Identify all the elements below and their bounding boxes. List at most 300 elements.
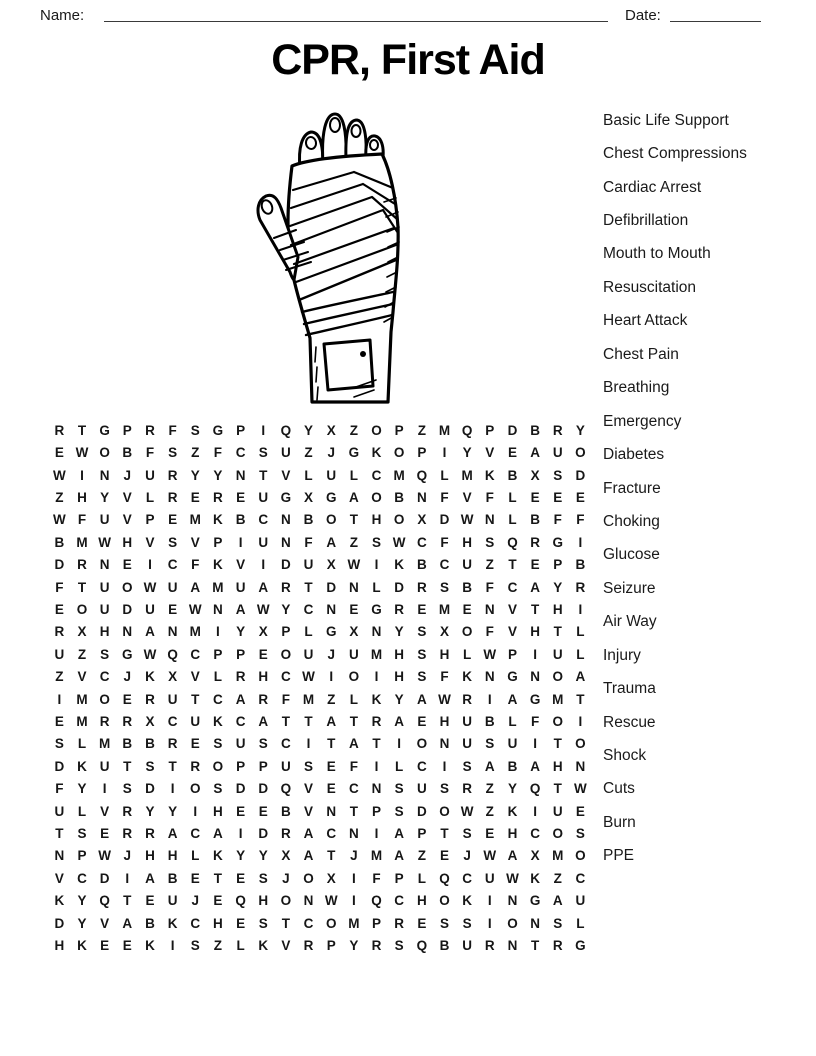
grid-cell: V [236, 557, 246, 573]
grid-cell: A [530, 579, 540, 595]
grid-cell: R [145, 691, 155, 707]
grid-cell: W [256, 601, 270, 617]
grid-cell: W [483, 646, 497, 662]
grid-cell: W [302, 669, 315, 685]
grid-cell: S [122, 781, 132, 797]
grid-cell: E [485, 826, 495, 842]
grid-cell: W [52, 512, 66, 528]
grid-cell: L [508, 713, 517, 729]
grid-cell: I [125, 870, 130, 886]
grid-cell: R [484, 938, 495, 954]
grid-cell: U [99, 758, 110, 774]
grid-cell: U [167, 691, 178, 707]
grid-cell: N [416, 489, 427, 505]
grid-cell: P [236, 422, 246, 438]
grid-cell: T [440, 826, 449, 842]
grid-cell: S [190, 422, 200, 438]
grid-cell: F [530, 713, 540, 729]
grid-cell: O [122, 579, 133, 595]
grid-cell: K [145, 938, 155, 954]
grid-cell: V [462, 489, 472, 505]
grid-cell: S [439, 915, 449, 931]
word-item: Air Way [603, 613, 657, 631]
grid-cell: R [167, 489, 178, 505]
grid-cell: W [143, 646, 157, 662]
grid-cell: Y [507, 781, 517, 797]
grid-cell: X [77, 624, 87, 640]
grid-cell: M [348, 915, 360, 931]
grid-cell: R [371, 938, 382, 954]
grid-cell: C [303, 601, 314, 617]
grid-cell: B [462, 579, 473, 595]
grid-cell: H [552, 758, 563, 774]
grid-cell: U [416, 781, 427, 797]
grid-cell: O [393, 445, 405, 461]
grid-cell: C [348, 781, 359, 797]
word-item: Mouth to Mouth [603, 245, 711, 263]
name-label: Name: [40, 7, 85, 24]
grid-cell: C [190, 915, 201, 931]
grid-cell: T [508, 557, 517, 573]
grid-cell: C [371, 467, 382, 483]
grid-cell: I [374, 669, 379, 685]
grid-cell: S [258, 870, 268, 886]
grid-cell: F [372, 870, 381, 886]
grid-cell: S [213, 736, 223, 752]
grid-cell: A [190, 579, 201, 595]
grid-cell: V [190, 669, 200, 685]
grid-cell: G [122, 646, 133, 662]
grid-cell: D [507, 422, 518, 438]
grid-cell: A [416, 691, 427, 707]
grid-cell: N [167, 624, 178, 640]
grid-cell: M [76, 713, 88, 729]
grid-cell: R [394, 601, 405, 617]
grid-cell: O [280, 646, 292, 662]
grid-cell: I [170, 781, 175, 797]
grid-cell: L [576, 624, 585, 640]
grid-cell: C [190, 646, 201, 662]
grid-cell: A [326, 713, 337, 729]
grid-cell: B [54, 534, 65, 550]
grid-cell: P [326, 938, 336, 954]
grid-cell: H [258, 669, 269, 685]
grid-cell: R [122, 826, 133, 842]
grid-cell: U [99, 601, 110, 617]
grid-cell: A [552, 893, 563, 909]
grid-cell: R [371, 713, 382, 729]
grid-cell: Z [327, 691, 336, 707]
grid-cell: K [462, 669, 473, 685]
grid-cell: Q [416, 467, 428, 483]
grid-cell: E [236, 803, 246, 819]
grid-cell: I [57, 691, 62, 707]
grid-cell: J [327, 445, 335, 461]
grid-cell: Y [145, 803, 155, 819]
grid-cell: T [327, 736, 336, 752]
grid-cell: T [281, 915, 291, 931]
grid-cell: W [460, 512, 474, 528]
grid-cell: E [417, 915, 427, 931]
word-item: Shock [603, 747, 647, 765]
grid-cell: X [349, 624, 359, 640]
grid-cell: Y [236, 848, 246, 864]
grid-cell: B [145, 915, 155, 931]
grid-cell: S [462, 758, 472, 774]
grid-cell: M [370, 646, 383, 662]
grid-cell: O [575, 445, 586, 461]
grid-cell: E [122, 938, 132, 954]
grid-cell: Y [77, 781, 87, 797]
grid-cell: G [280, 489, 292, 505]
grid-cell: X [417, 512, 427, 528]
grid-cell: G [529, 691, 541, 707]
word-item: Seizure [603, 579, 656, 597]
grid-cell: I [487, 893, 492, 909]
word-item: PPE [603, 847, 635, 865]
grid-cell: W [324, 893, 338, 909]
grid-cell: V [100, 915, 110, 931]
grid-cell: W [392, 534, 406, 550]
grid-cell: E [575, 803, 585, 819]
grid-cell: Q [529, 781, 541, 797]
grid-cell: D [258, 826, 269, 842]
grid-cell: Y [100, 489, 110, 505]
grid-cell: U [145, 601, 155, 617]
grid-cell: M [189, 512, 201, 528]
grid-cell: W [483, 848, 497, 864]
grid-cell: S [145, 758, 155, 774]
grid-cell: O [575, 736, 586, 752]
grid-cell: J [282, 870, 290, 886]
grid-cell: B [530, 422, 540, 438]
grid-cell: T [304, 579, 313, 595]
grid-cell: R [213, 489, 223, 505]
grid-cell: N [213, 601, 223, 617]
grid-cell: V [54, 870, 64, 886]
grid-cell: Y [190, 467, 200, 483]
grid-cell: Y [304, 422, 314, 438]
grid-cell: I [533, 803, 537, 819]
grid-cell: Q [280, 422, 292, 438]
word-item: Glucose [603, 546, 660, 564]
grid-cell: O [439, 803, 450, 819]
grid-cell: C [167, 713, 178, 729]
grid-cell: Q [439, 870, 450, 886]
name-blank-line [104, 21, 608, 22]
word-item: Chest Compressions [603, 145, 747, 163]
grid-cell: G [325, 489, 337, 505]
grid-cell: Z [191, 445, 200, 461]
grid-cell: V [122, 512, 132, 528]
grid-cell: S [417, 669, 427, 685]
grid-cell: T [123, 758, 132, 774]
grid-cell: Z [553, 870, 562, 886]
grid-cell: B [507, 467, 518, 483]
grid-cell: Q [416, 938, 428, 954]
grid-cell: S [258, 915, 268, 931]
grid-cell: A [235, 601, 246, 617]
grid-cell: N [530, 669, 540, 685]
grid-cell: D [394, 579, 405, 595]
grid-cell: X [326, 870, 336, 886]
grid-cell: U [54, 646, 65, 662]
word-item: Injury [603, 646, 641, 664]
grid-cell: T [213, 870, 223, 886]
grid-cell: E [122, 691, 132, 707]
grid-cell: A [507, 848, 518, 864]
grid-cell: P [77, 848, 87, 864]
grid-cell: B [167, 870, 178, 886]
grid-cell: O [99, 445, 110, 461]
grid-cell: N [575, 758, 586, 774]
grid-cell: O [303, 870, 314, 886]
grid-cell: A [122, 915, 133, 931]
grid-cell: K [507, 803, 518, 819]
grid-cell: A [394, 848, 405, 864]
grid-cell: S [77, 826, 87, 842]
grid-cell: E [190, 736, 200, 752]
grid-cell: F [349, 758, 358, 774]
grid-cell: Z [417, 422, 426, 438]
grid-cell: Q [99, 893, 110, 909]
grid-cell: T [553, 781, 562, 797]
grid-cell: U [507, 736, 518, 752]
word-item: Burn [603, 813, 636, 831]
grid-cell: H [167, 848, 178, 864]
grid-cell: I [306, 736, 311, 752]
grid-cell: F [485, 579, 494, 595]
grid-cell: O [212, 758, 224, 774]
grid-cell: L [191, 848, 200, 864]
grid-cell: F [485, 489, 494, 505]
grid-cell: R [462, 781, 473, 797]
grid-cell: N [371, 624, 382, 640]
grid-cell: Q [235, 893, 246, 909]
grid-cell: X [304, 489, 314, 505]
grid-cell: E [213, 893, 223, 909]
grid-cell: P [236, 758, 246, 774]
grid-cell: S [168, 534, 178, 550]
grid-cell: Q [507, 534, 518, 550]
grid-cell: K [462, 893, 473, 909]
grid-cell: I [487, 691, 492, 707]
grid-cell: I [261, 422, 266, 438]
grid-cell: C [530, 826, 540, 842]
grid-cell: B [394, 489, 405, 505]
grid-cell: V [190, 534, 200, 550]
grid-cell: P [507, 646, 517, 662]
grid-cell: G [371, 601, 382, 617]
grid-cell: B [530, 512, 540, 528]
grid-cell: C [281, 669, 291, 685]
grid-cell: M [438, 601, 451, 617]
word-item: Heart Attack [603, 312, 688, 330]
grid-cell: V [304, 803, 314, 819]
grid-cell: N [484, 512, 495, 528]
grid-cell: U [552, 445, 563, 461]
grid-cell: H [530, 624, 540, 640]
grid-cell: E [462, 601, 472, 617]
grid-cell: W [143, 579, 157, 595]
grid-cell: P [213, 646, 223, 662]
grid-cell: E [54, 713, 64, 729]
grid-cell: P [281, 624, 291, 640]
grid-cell: E [168, 601, 178, 617]
grid-cell: H [507, 826, 518, 842]
grid-cell: E [258, 646, 268, 662]
grid-cell: A [575, 669, 586, 685]
grid-cell: O [76, 601, 88, 617]
grid-cell: T [349, 803, 358, 819]
grid-cell: F [55, 579, 64, 595]
grid-cell: J [123, 467, 132, 483]
grid-cell: L [349, 467, 358, 483]
grid-cell: B [145, 736, 155, 752]
grid-cell: T [349, 512, 358, 528]
grid-cell: E [507, 445, 517, 461]
grid-cell: S [372, 534, 382, 550]
grid-cell: F [440, 489, 449, 505]
grid-cell: T [259, 467, 268, 483]
grid-cell: B [575, 557, 586, 573]
grid-cell: O [190, 781, 201, 797]
grid-cell: R [462, 691, 473, 707]
grid-cell: K [213, 512, 223, 528]
grid-cell: C [416, 534, 427, 550]
grid-cell: E [326, 758, 336, 774]
grid-cell: M [552, 848, 564, 864]
grid-cell: K [167, 915, 178, 931]
grid-cell: Z [304, 445, 313, 461]
grid-cell: E [236, 489, 246, 505]
grid-cell: A [530, 445, 540, 461]
grid-cell: X [168, 669, 178, 685]
grid-cell: E [100, 826, 110, 842]
grid-cell: R [530, 534, 540, 550]
grid-cell: U [235, 736, 246, 752]
grid-cell: U [145, 467, 155, 483]
grid-cell: R [281, 826, 291, 842]
grid-cell: F [485, 624, 494, 640]
grid-cell: H [394, 669, 405, 685]
word-list [603, 104, 813, 873]
grid-cell: L [463, 646, 472, 662]
grid-cell: L [349, 691, 358, 707]
grid-cell: Y [281, 601, 291, 617]
grid-cell: K [77, 938, 87, 954]
grid-cell: I [238, 534, 243, 550]
grid-cell: U [462, 736, 473, 752]
grid-cell: F [213, 445, 223, 461]
grid-cell: Q [280, 781, 292, 797]
grid-cell: Z [77, 646, 87, 662]
grid-cell: S [439, 579, 449, 595]
grid-cell: I [533, 646, 537, 662]
grid-cell: H [54, 938, 65, 954]
grid-cell: E [326, 781, 336, 797]
grid-cell: U [326, 467, 337, 483]
grid-cell: L [440, 467, 449, 483]
grid-cell: L [576, 646, 585, 662]
word-item: Choking [603, 512, 660, 530]
grid-cell: K [371, 445, 382, 461]
grid-cell: S [304, 758, 314, 774]
grid-cell: Y [168, 803, 178, 819]
grid-cell: D [416, 803, 427, 819]
grid-cell: I [329, 669, 334, 685]
grid-cell: S [462, 915, 472, 931]
grid-cell: S [394, 938, 404, 954]
grid-cell: K [394, 557, 405, 573]
grid-cell: G [99, 422, 110, 438]
grid-cell: T [553, 624, 562, 640]
grid-cell: U [462, 713, 473, 729]
grid-cell: I [442, 758, 447, 774]
grid-cell: O [371, 422, 382, 438]
grid-cell: D [439, 512, 450, 528]
grid-cell: G [575, 938, 586, 954]
grid-cell: W [438, 691, 451, 707]
grid-cell: U [281, 445, 291, 461]
grid-cell: H [439, 646, 450, 662]
word-item: Cardiac Arrest [603, 178, 702, 196]
grid-cell: R [190, 758, 201, 774]
grid-cell: V [77, 669, 87, 685]
grid-cell: H [462, 534, 473, 550]
grid-cell: I [374, 758, 379, 774]
grid-cell: L [395, 758, 404, 774]
grid-cell: U [303, 557, 314, 573]
grid-cell: L [304, 624, 313, 640]
grid-cell: C [77, 870, 87, 886]
grid-cell: E [417, 713, 427, 729]
grid-cell: S [485, 534, 495, 550]
grid-cell: I [170, 938, 175, 954]
letter-grid [48, 419, 592, 957]
grid-cell: O [552, 826, 564, 842]
grid-cell: T [191, 691, 200, 707]
grid-cell: O [325, 512, 337, 528]
grid-cell: R [122, 803, 133, 819]
grid-cell: I [578, 534, 583, 550]
grid-cell: B [439, 938, 450, 954]
grid-cell: K [530, 870, 540, 886]
grid-cell: F [55, 781, 64, 797]
grid-cell: R [552, 938, 563, 954]
grid-cell: O [552, 669, 564, 685]
grid-cell: A [145, 870, 155, 886]
grid-cell: U [258, 489, 269, 505]
grid-cell: A [303, 848, 314, 864]
grid-cell: H [394, 646, 405, 662]
word-item: Emergency [603, 412, 682, 430]
grid-cell: O [393, 512, 405, 528]
grid-cell: I [148, 557, 152, 573]
grid-cell: A [303, 826, 314, 842]
grid-cell: U [167, 579, 178, 595]
grid-cell: P [236, 646, 246, 662]
grid-cell: C [213, 691, 223, 707]
grid-cell: C [258, 512, 269, 528]
grid-cell: O [99, 691, 110, 707]
grid-cell: R [54, 422, 65, 438]
grid-cell: X [326, 557, 336, 573]
grid-cell: O [552, 713, 564, 729]
grid-cell: L [213, 669, 223, 685]
grid-cell: O [575, 848, 586, 864]
grid-cell: P [145, 512, 155, 528]
